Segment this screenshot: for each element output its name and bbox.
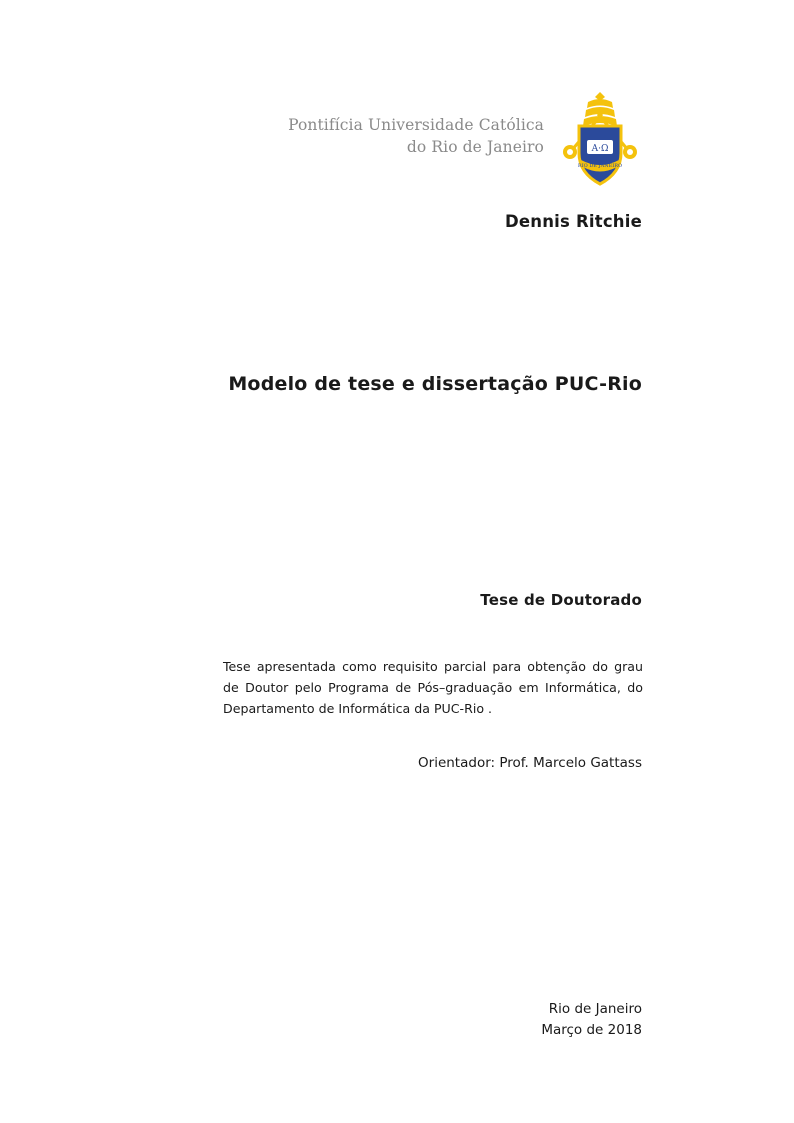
publication-place: Rio de Janeiro: [548, 1001, 642, 1017]
degree-label: Tese de Doutorado: [480, 591, 642, 609]
puc-rio-crest-icon: [558, 88, 642, 192]
thesis-statement: Tese apresentada como requisito parcial para obtenção do grau de Doutor pelo Programa de Pós–graduação em Informática, do Departamento de Informática da PUC-Rio .: [223, 659, 643, 716]
svg-text:RIO DE JANEIRO: RIO DE JANEIRO: [577, 163, 623, 169]
university-name-line1: Pontifícia Universidade Católica: [288, 116, 544, 134]
author-name: Dennis Ritchie: [504, 212, 642, 231]
publication-footer: [0, 999, 794, 1041]
advisor-line: Orientador: Prof. Marcelo Gattass: [418, 755, 642, 771]
svg-text:A·Ω: A·Ω: [591, 144, 609, 154]
document-header: [0, 88, 794, 192]
university-name-line2: do Rio de Janeiro: [406, 138, 544, 157]
page-title: Modelo de tese e dissertação PUC-Rio: [228, 373, 642, 395]
publication-date: Março de 2018: [541, 1021, 642, 1038]
university-name: [288, 88, 558, 159]
